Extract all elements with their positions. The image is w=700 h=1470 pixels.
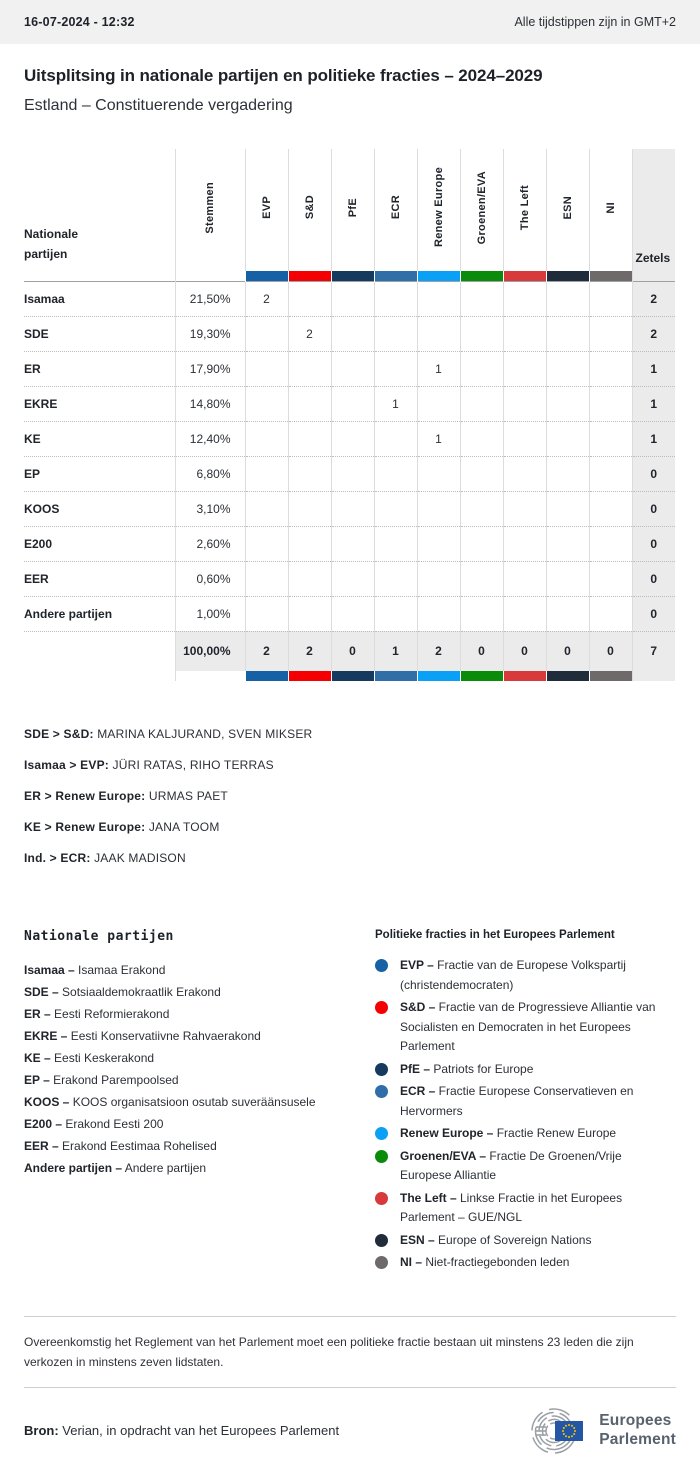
group-color-bar (546, 271, 589, 281)
group-seats-cell (546, 351, 589, 386)
divider (24, 1316, 676, 1317)
group-seats-cell (331, 351, 374, 386)
political-groups-legend (375, 929, 676, 1276)
group-seats-cell (460, 491, 503, 526)
group-seats-cell (374, 561, 417, 596)
party-name-cell: KE (24, 421, 175, 456)
group-seats-cell (546, 456, 589, 491)
group-legend-item: Groenen/EVA – Fractie De Groenen/Vrije Europese Alliantie (375, 1147, 676, 1186)
group-seats-cell (245, 316, 288, 351)
group-seats-cell (374, 456, 417, 491)
group-seats-cell (331, 561, 374, 596)
datetime-label: 16-07-2024 - 12:32 (24, 15, 135, 29)
group-color-bar (245, 271, 288, 281)
group-seats-cell (417, 281, 460, 316)
group-seats-cell (546, 421, 589, 456)
group-seats-cell (417, 316, 460, 351)
total-seats-cell: 0 (632, 561, 675, 596)
group-total-cell: 0 (331, 631, 374, 671)
group-seats-cell (245, 596, 288, 631)
group-seats-cell (417, 456, 460, 491)
group-seats-cell (589, 596, 632, 631)
group-legend-item: NI – Niet-fractiegebonden leden (375, 1253, 676, 1273)
group-seats-cell (589, 316, 632, 351)
votes-cell: 19,30% (175, 316, 245, 351)
group-color-bar (546, 671, 589, 681)
group-seats-cell (589, 526, 632, 561)
group-color-bar (503, 671, 546, 681)
group-seats-cell (589, 491, 632, 526)
group-color-dot-icon (375, 1085, 388, 1098)
page-body (0, 66, 700, 1470)
column-header-group: EVP (245, 149, 288, 271)
group-seats-cell (288, 561, 331, 596)
group-seats-cell (503, 386, 546, 421)
total-seats-cell: 2 (632, 281, 675, 316)
total-seats-cell: 0 (632, 526, 675, 561)
group-seats-cell (589, 456, 632, 491)
group-color-dot-icon (375, 1127, 388, 1140)
party-row (24, 386, 675, 421)
group-seats-cell: 1 (374, 386, 417, 421)
group-color-bar (288, 671, 331, 681)
source-text: Bron: Verian, in opdracht van het Europees Parlement (24, 1423, 340, 1438)
table-header-row (24, 149, 675, 271)
group-seats-cell (589, 386, 632, 421)
group-seats-cell (245, 421, 288, 456)
group-seats-cell (503, 491, 546, 526)
group-color-dot-icon (375, 959, 388, 972)
totals-row (24, 631, 675, 671)
group-legend-item: The Left – Linkse Fractie in het Europees Parlement – GUE/NGL (375, 1189, 676, 1228)
column-header-group: ECR (374, 149, 417, 271)
party-name-cell: SDE (24, 316, 175, 351)
party-legend-item: ER – Eesti Reformierakond (24, 1007, 170, 1021)
group-legend-item: Renew Europe – Fractie Renew Europe (375, 1124, 676, 1144)
group-color-bar (589, 671, 632, 681)
total-seats-cell: 2 (632, 316, 675, 351)
group-legend-item: ESN – Europe of Sovereign Nations (375, 1231, 676, 1251)
group-seats-cell (503, 421, 546, 456)
group-seats-cell (460, 421, 503, 456)
national-parties-legend (24, 929, 375, 1276)
total-seats-cell: 1 (632, 386, 675, 421)
group-seats-cell (417, 526, 460, 561)
group-color-bar-row (24, 671, 675, 681)
group-seats-cell (288, 596, 331, 631)
column-header-votes: Stemmen (175, 149, 245, 271)
group-seats-cell (245, 351, 288, 386)
political-groups-legend-heading: Politieke fracties in het Europees Parlement (375, 929, 615, 941)
votes-cell: 14,80% (175, 386, 245, 421)
votes-cell: 12,40% (175, 421, 245, 456)
group-seats-cell (288, 491, 331, 526)
party-legend-item: EER – Erakond Eestimaa Rohelised (24, 1139, 217, 1153)
group-seats-cell (589, 351, 632, 386)
group-seats-cell (288, 351, 331, 386)
party-row (24, 421, 675, 456)
group-seats-cell (546, 491, 589, 526)
group-seats-cell (460, 596, 503, 631)
group-seats-cell: 1 (417, 351, 460, 386)
group-color-dot-icon (375, 1234, 388, 1247)
party-legend-item: KOOS – KOOS organisatsioon osutab suveräänsusele (24, 1095, 316, 1109)
party-row (24, 596, 675, 631)
column-header-group: The Left (503, 149, 546, 271)
divider (24, 1387, 676, 1388)
national-parties-legend-heading: Nationale partijen (24, 929, 174, 944)
group-seats-cell (374, 526, 417, 561)
group-seats-cell (460, 386, 503, 421)
party-name-cell: KOOS (24, 491, 175, 526)
group-color-dot-icon (375, 1063, 388, 1076)
group-seats-cell (503, 456, 546, 491)
group-seats-cell (546, 596, 589, 631)
group-color-dot-icon (375, 1256, 388, 1269)
group-seats-cell (245, 386, 288, 421)
group-seats-cell (589, 281, 632, 316)
group-seats-cell (589, 561, 632, 596)
column-header-group: S&D (288, 149, 331, 271)
group-seats-cell (374, 316, 417, 351)
group-total-cell: 1 (374, 631, 417, 671)
party-row (24, 281, 675, 316)
group-seats-cell (245, 561, 288, 596)
top-status-bar (0, 0, 700, 44)
group-seats-cell (331, 281, 374, 316)
votes-cell: 3,10% (175, 491, 245, 526)
column-header-group: NI (589, 149, 632, 271)
group-seats-cell (546, 526, 589, 561)
group-color-bar-row (24, 271, 675, 281)
group-seats-cell (288, 281, 331, 316)
total-seats-cell: 1 (632, 421, 675, 456)
group-seats-cell (288, 456, 331, 491)
group-seats-cell (288, 386, 331, 421)
group-seats-cell (503, 316, 546, 351)
group-color-dot-icon (375, 1001, 388, 1014)
member-line: Ind. > ECR: JAAK MADISON (24, 851, 186, 865)
group-seats-cell (288, 526, 331, 561)
group-total-cell: 2 (245, 631, 288, 671)
group-legend-item: ECR – Fractie Europese Conservatieven en Hervormers (375, 1082, 676, 1121)
party-row (24, 351, 675, 386)
group-seats-cell: 1 (417, 421, 460, 456)
group-seats-cell (417, 596, 460, 631)
member-line: KE > Renew Europe: JANA TOOM (24, 820, 220, 834)
group-seats-cell (589, 421, 632, 456)
group-seats-cell (331, 456, 374, 491)
total-votes-cell: 100,00% (175, 631, 245, 671)
timezone-note: Alle tijdstippen zijn in GMT+2 (514, 15, 676, 29)
column-header-group: ESN (546, 149, 589, 271)
party-row (24, 491, 675, 526)
group-seats-cell (331, 596, 374, 631)
page-subtitle: Estland – Constituerende vergadering (24, 97, 293, 114)
column-header-group: Renew Europe (417, 149, 460, 271)
group-seats-cell (331, 316, 374, 351)
group-total-cell: 2 (417, 631, 460, 671)
group-color-dot-icon (375, 1192, 388, 1205)
party-row (24, 316, 675, 351)
source-label: Bron: (24, 1423, 59, 1438)
group-seats-cell (546, 281, 589, 316)
group-seats-cell (503, 281, 546, 316)
party-name-cell: E200 (24, 526, 175, 561)
group-seats-cell: 2 (245, 281, 288, 316)
group-color-bar (417, 271, 460, 281)
group-seats-cell (374, 351, 417, 386)
grand-total-seats-cell: 7 (632, 631, 675, 671)
party-name-cell: Andere partijen (24, 596, 175, 631)
group-color-bar (374, 271, 417, 281)
group-color-bar (331, 671, 374, 681)
party-legend-item: SDE – Sotsiaaldemokraatlik Erakond (24, 985, 221, 999)
group-color-bar (245, 671, 288, 681)
votes-cell: 6,80% (175, 456, 245, 491)
column-header-seats: Zetels (632, 149, 675, 271)
rules-note: Overeenkomstig het Reglement van het Parlement moet een politieke fractie bestaan uit minstens 23 leden die zijn verkozen in minstens zeven lidstaten. (24, 1334, 634, 1369)
group-seats-cell (460, 316, 503, 351)
party-name-cell: EP (24, 456, 175, 491)
party-legend-item: EKRE – Eesti Konservatiivne Rahvaerakond (24, 1029, 261, 1043)
group-seats-cell (546, 386, 589, 421)
group-legend-item: EVP – Fractie van de Europese Volkspartij (christendemocraten) (375, 956, 676, 995)
column-header-national-parties: Nationale partijen (24, 227, 79, 261)
total-seats-cell: 0 (632, 491, 675, 526)
logo-wordmark: Europees Parlement (599, 1412, 676, 1448)
party-legend-item: EP – Erakond Parempoolsed (24, 1073, 179, 1087)
group-seats-cell (460, 351, 503, 386)
group-seats-cell (417, 491, 460, 526)
group-seats-cell (331, 386, 374, 421)
group-seats-cell (503, 596, 546, 631)
group-color-bar (460, 671, 503, 681)
member-line: Isamaa > EVP: JÜRI RATAS, RIHO TERRAS (24, 758, 274, 772)
votes-cell: 0,60% (175, 561, 245, 596)
group-seats-cell (331, 526, 374, 561)
votes-cell: 21,50% (175, 281, 245, 316)
column-header-group: Groenen/EVA (460, 149, 503, 271)
votes-cell: 17,90% (175, 351, 245, 386)
group-total-cell: 0 (460, 631, 503, 671)
group-seats-cell (245, 491, 288, 526)
group-seats-cell (460, 281, 503, 316)
total-seats-cell: 1 (632, 351, 675, 386)
group-color-bar (417, 671, 460, 681)
group-seats-cell (503, 526, 546, 561)
elected-members-list (24, 727, 676, 865)
european-parliament-logo (524, 1406, 676, 1456)
group-seats-cell (374, 491, 417, 526)
group-seats-cell (288, 421, 331, 456)
group-color-bar (460, 271, 503, 281)
party-legend-item: Isamaa – Isamaa Erakond (24, 963, 166, 977)
group-seats-cell (503, 561, 546, 596)
group-seats-cell (331, 421, 374, 456)
group-seats-cell (460, 526, 503, 561)
party-name-cell: EER (24, 561, 175, 596)
group-seats-cell (417, 561, 460, 596)
group-seats-cell (417, 386, 460, 421)
group-total-cell: 2 (288, 631, 331, 671)
group-seats-cell (460, 561, 503, 596)
group-seats-cell (546, 561, 589, 596)
group-seats-cell (374, 596, 417, 631)
party-legend-item: E200 – Erakond Eesti 200 (24, 1117, 164, 1131)
votes-cell: 2,60% (175, 526, 245, 561)
total-seats-cell: 0 (632, 596, 675, 631)
group-seats-cell (460, 456, 503, 491)
source-row (24, 1406, 676, 1456)
group-seats-cell (245, 456, 288, 491)
group-color-dot-icon (375, 1150, 388, 1163)
group-seats-cell (546, 316, 589, 351)
group-color-bar (589, 271, 632, 281)
group-seats-cell: 2 (288, 316, 331, 351)
results-table (24, 149, 675, 681)
member-line: SDE > S&D: MARINA KALJURAND, SVEN MIKSER (24, 727, 313, 741)
legend-section (24, 929, 676, 1276)
party-name-cell: ER (24, 351, 175, 386)
group-color-bar (331, 271, 374, 281)
group-total-cell: 0 (589, 631, 632, 671)
party-legend-item: KE – Eesti Keskerakond (24, 1051, 155, 1065)
page-title: Uitsplitsing in nationale partijen en politieke fracties – 2024–2029 (24, 66, 543, 85)
party-name-cell: Isamaa (24, 281, 175, 316)
group-color-bar (374, 671, 417, 681)
group-color-bar (288, 271, 331, 281)
member-line: ER > Renew Europe: URMAS PAET (24, 789, 228, 803)
group-seats-cell (331, 491, 374, 526)
column-header-group: PfE (331, 149, 374, 271)
group-total-cell: 0 (546, 631, 589, 671)
party-legend-item: Andere partijen – Andere partijen (24, 1161, 207, 1175)
votes-cell: 1,00% (175, 596, 245, 631)
group-seats-cell (374, 421, 417, 456)
party-row (24, 526, 675, 561)
party-name-cell: EKRE (24, 386, 175, 421)
group-color-bar (503, 271, 546, 281)
group-legend-item: S&D – Fractie van de Progressieve Alliantie van Socialisten en Democraten in het Europees Parlement (375, 998, 676, 1057)
hemicycle-eu-flag-icon (524, 1406, 590, 1456)
group-seats-cell (374, 281, 417, 316)
group-legend-item: PfE – Patriots for Europe (375, 1060, 676, 1080)
total-seats-cell: 0 (632, 456, 675, 491)
party-row (24, 561, 675, 596)
group-seats-cell (245, 526, 288, 561)
group-total-cell: 0 (503, 631, 546, 671)
group-seats-cell (503, 351, 546, 386)
party-row (24, 456, 675, 491)
